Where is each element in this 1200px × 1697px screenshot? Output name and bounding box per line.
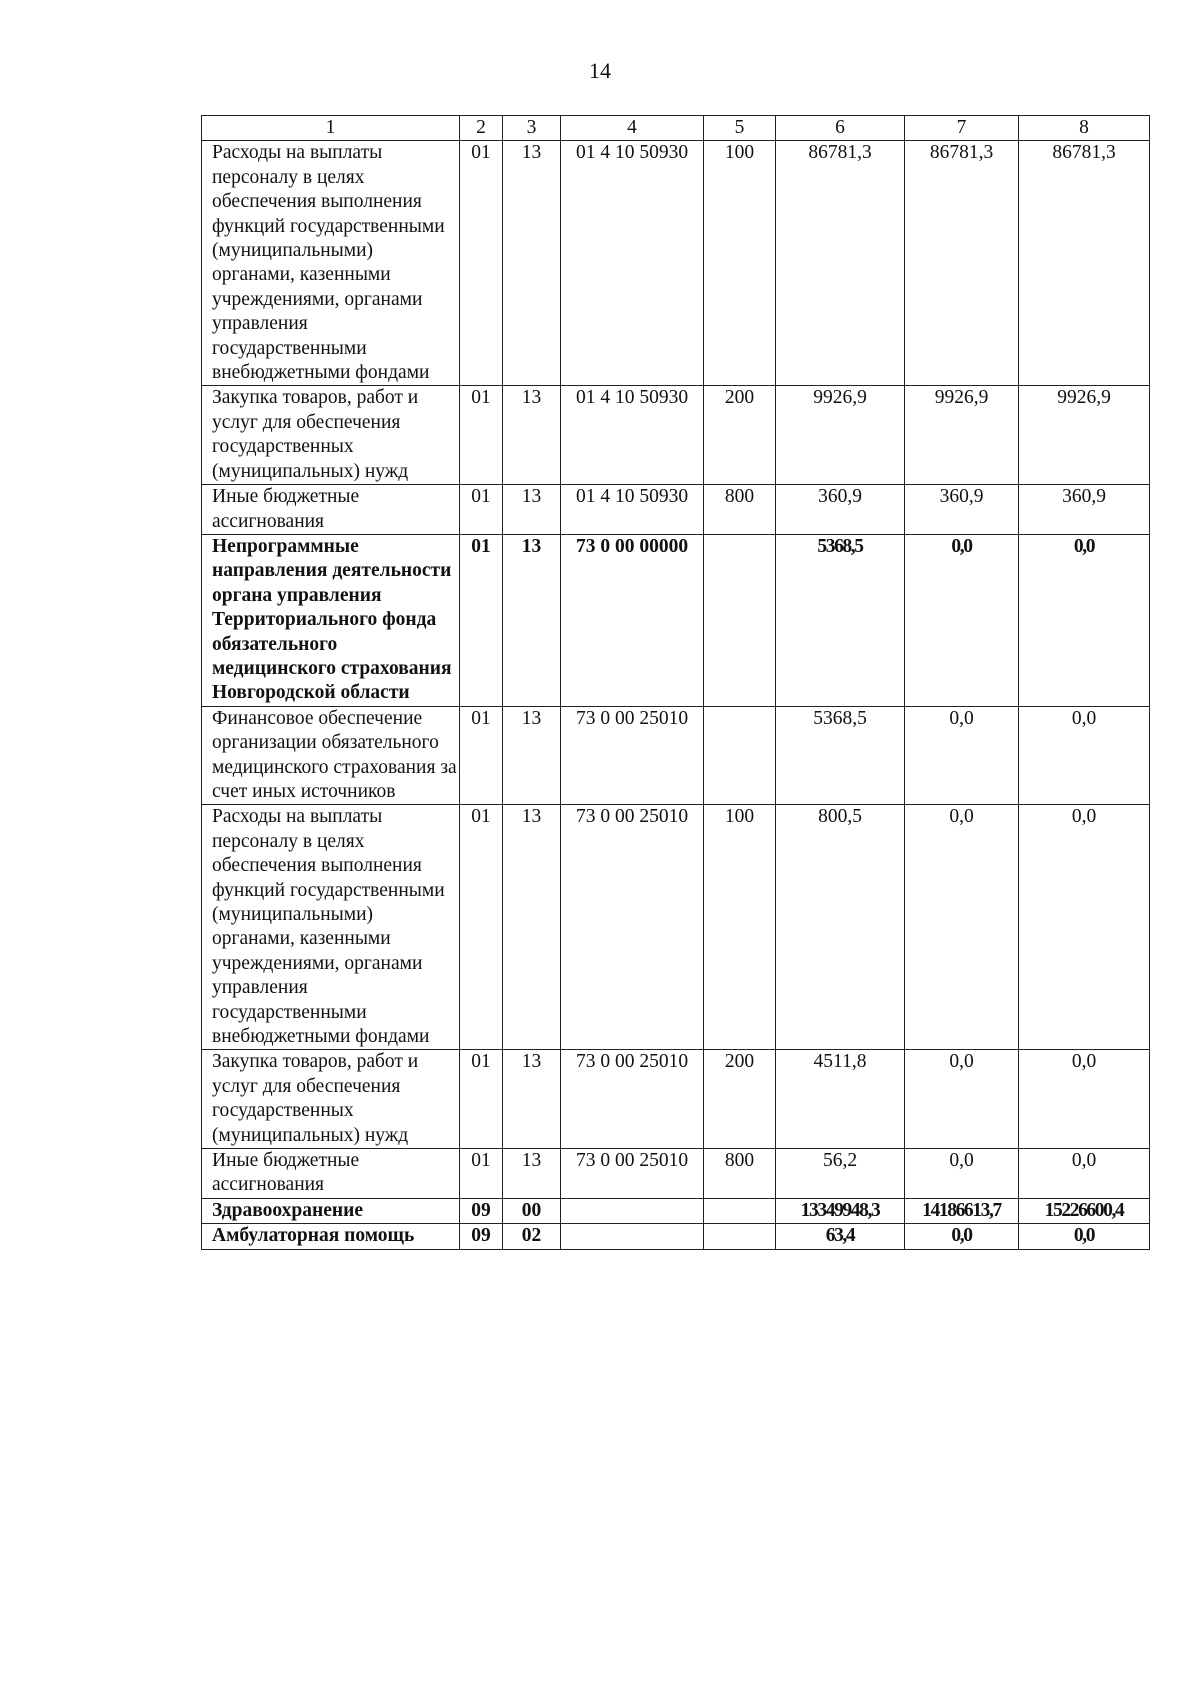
- amount-year2-cell: 86781,3: [905, 141, 1019, 386]
- amount-year3-cell: 0,0: [1019, 1149, 1150, 1199]
- section-code-cell: 01: [460, 805, 503, 1050]
- section-code-cell: 01: [460, 386, 503, 485]
- target-article-cell: 73 0 00 25010: [561, 706, 704, 805]
- amount-year1-cell: 86781,3: [776, 141, 905, 386]
- header-cell: 5: [704, 116, 776, 141]
- expense-type-cell: 800: [704, 485, 776, 535]
- expense-type-cell: 100: [704, 141, 776, 386]
- row-name-cell: Закупка товаров, работ и услуг для обеспечения государственных (муниципальных) нужд: [202, 1050, 460, 1149]
- header-cell: 2: [460, 116, 503, 141]
- table-row: [202, 485, 1150, 535]
- subsection-code-cell: 13: [503, 805, 561, 1050]
- table-row: [202, 706, 1150, 805]
- amount-year2-cell: 14186613,7: [905, 1198, 1019, 1223]
- expense-type-cell: 800: [704, 1149, 776, 1199]
- table-row: [202, 1198, 1150, 1223]
- section-code-cell: 09: [460, 1198, 503, 1223]
- row-name-cell: Расходы на выплаты персоналу в целях обеспечения выполнения функций государственными (муниципальными) органами, казенными учреждениями, органами управления государственными внебюджетными фондами: [202, 805, 460, 1050]
- row-name-cell: Здравоохранение: [202, 1198, 460, 1223]
- amount-year2-cell: 9926,9: [905, 386, 1019, 485]
- subsection-code-cell: 13: [503, 386, 561, 485]
- section-code-cell: 09: [460, 1224, 503, 1249]
- target-article-cell: 73 0 00 25010: [561, 1050, 704, 1149]
- amount-year3-cell: 15226600,4: [1019, 1198, 1150, 1223]
- amount-year1-cell: 63,4: [776, 1224, 905, 1249]
- section-code-cell: 01: [460, 534, 503, 706]
- row-name-cell: Амбулаторная помощь: [202, 1224, 460, 1249]
- table-body: [202, 116, 1150, 1250]
- amount-year3-cell: 0,0: [1019, 1050, 1150, 1149]
- amount-year3-cell: 0,0: [1019, 805, 1150, 1050]
- amount-year1-cell: 360,9: [776, 485, 905, 535]
- amount-year3-cell: 0,0: [1019, 1224, 1150, 1249]
- header-cell: 8: [1019, 116, 1150, 141]
- target-article-cell: 73 0 00 25010: [561, 1149, 704, 1199]
- subsection-code-cell: 02: [503, 1224, 561, 1249]
- table-row: [202, 386, 1150, 485]
- subsection-code-cell: 13: [503, 141, 561, 386]
- expense-type-cell: 100: [704, 805, 776, 1050]
- target-article-cell: 01 4 10 50930: [561, 141, 704, 386]
- subsection-code-cell: 13: [503, 1050, 561, 1149]
- header-row: [202, 116, 1150, 141]
- row-name-cell: Закупка товаров, работ и услуг для обеспечения государственных (муниципальных) нужд: [202, 386, 460, 485]
- amount-year3-cell: 86781,3: [1019, 141, 1150, 386]
- subsection-code-cell: 13: [503, 485, 561, 535]
- expense-type-cell: [704, 706, 776, 805]
- subsection-code-cell: 13: [503, 1149, 561, 1199]
- expense-type-cell: 200: [704, 386, 776, 485]
- amount-year1-cell: 9926,9: [776, 386, 905, 485]
- row-name-cell: Иные бюджетные ассигнования: [202, 485, 460, 535]
- amount-year1-cell: 13349948,3: [776, 1198, 905, 1223]
- table-row: [202, 1224, 1150, 1249]
- header-cell: 4: [561, 116, 704, 141]
- header-cell: 1: [202, 116, 460, 141]
- subsection-code-cell: 13: [503, 706, 561, 805]
- expense-type-cell: [704, 1224, 776, 1249]
- header-cell: 7: [905, 116, 1019, 141]
- row-name-cell: Расходы на выплаты персоналу в целях обеспечения выполнения функций государственными (муниципальными) органами, казенными учреждениями, органами управления государственными внебюджетными фондами: [202, 141, 460, 386]
- amount-year3-cell: 0,0: [1019, 534, 1150, 706]
- subsection-code-cell: 13: [503, 534, 561, 706]
- section-code-cell: 01: [460, 1149, 503, 1199]
- amount-year1-cell: 800,5: [776, 805, 905, 1050]
- table-row: [202, 805, 1150, 1050]
- target-article-cell: [561, 1224, 704, 1249]
- target-article-cell: 01 4 10 50930: [561, 485, 704, 535]
- target-article-cell: 01 4 10 50930: [561, 386, 704, 485]
- amount-year1-cell: 5368,5: [776, 706, 905, 805]
- header-cell: 6: [776, 116, 905, 141]
- target-article-cell: 73 0 00 25010: [561, 805, 704, 1050]
- expense-type-cell: [704, 1198, 776, 1223]
- section-code-cell: 01: [460, 706, 503, 805]
- section-code-cell: 01: [460, 1050, 503, 1149]
- row-name-cell: Финансовое обеспечение организации обязательного медицинского страхования за счет иных источников: [202, 706, 460, 805]
- page-number: 14: [589, 58, 611, 83]
- budget-table: [201, 115, 1150, 1250]
- amount-year2-cell: 0,0: [905, 534, 1019, 706]
- table-row: [202, 1149, 1150, 1199]
- amount-year2-cell: 0,0: [905, 706, 1019, 805]
- target-article-cell: [561, 1198, 704, 1223]
- amount-year1-cell: 56,2: [776, 1149, 905, 1199]
- subsection-code-cell: 00: [503, 1198, 561, 1223]
- amount-year2-cell: 0,0: [905, 1050, 1019, 1149]
- table-row: [202, 141, 1150, 386]
- row-name-cell: Иные бюджетные ассигнования: [202, 1149, 460, 1199]
- amount-year2-cell: 0,0: [905, 1149, 1019, 1199]
- amount-year3-cell: 9926,9: [1019, 386, 1150, 485]
- amount-year2-cell: 360,9: [905, 485, 1019, 535]
- amount-year3-cell: 0,0: [1019, 706, 1150, 805]
- section-code-cell: 01: [460, 485, 503, 535]
- target-article-cell: 73 0 00 00000: [561, 534, 704, 706]
- amount-year2-cell: 0,0: [905, 805, 1019, 1050]
- expense-type-cell: [704, 534, 776, 706]
- section-code-cell: 01: [460, 141, 503, 386]
- expense-type-cell: 200: [704, 1050, 776, 1149]
- table-row: [202, 1050, 1150, 1149]
- header-cell: 3: [503, 116, 561, 141]
- amount-year1-cell: 4511,8: [776, 1050, 905, 1149]
- table-row: [202, 534, 1150, 706]
- amount-year2-cell: 0,0: [905, 1224, 1019, 1249]
- row-name-cell: Непрограммные направления деятельности органа управления Территориального фонда обязательного медицинского страхования Новгородской области: [202, 534, 460, 706]
- amount-year3-cell: 360,9: [1019, 485, 1150, 535]
- amount-year1-cell: 5368,5: [776, 534, 905, 706]
